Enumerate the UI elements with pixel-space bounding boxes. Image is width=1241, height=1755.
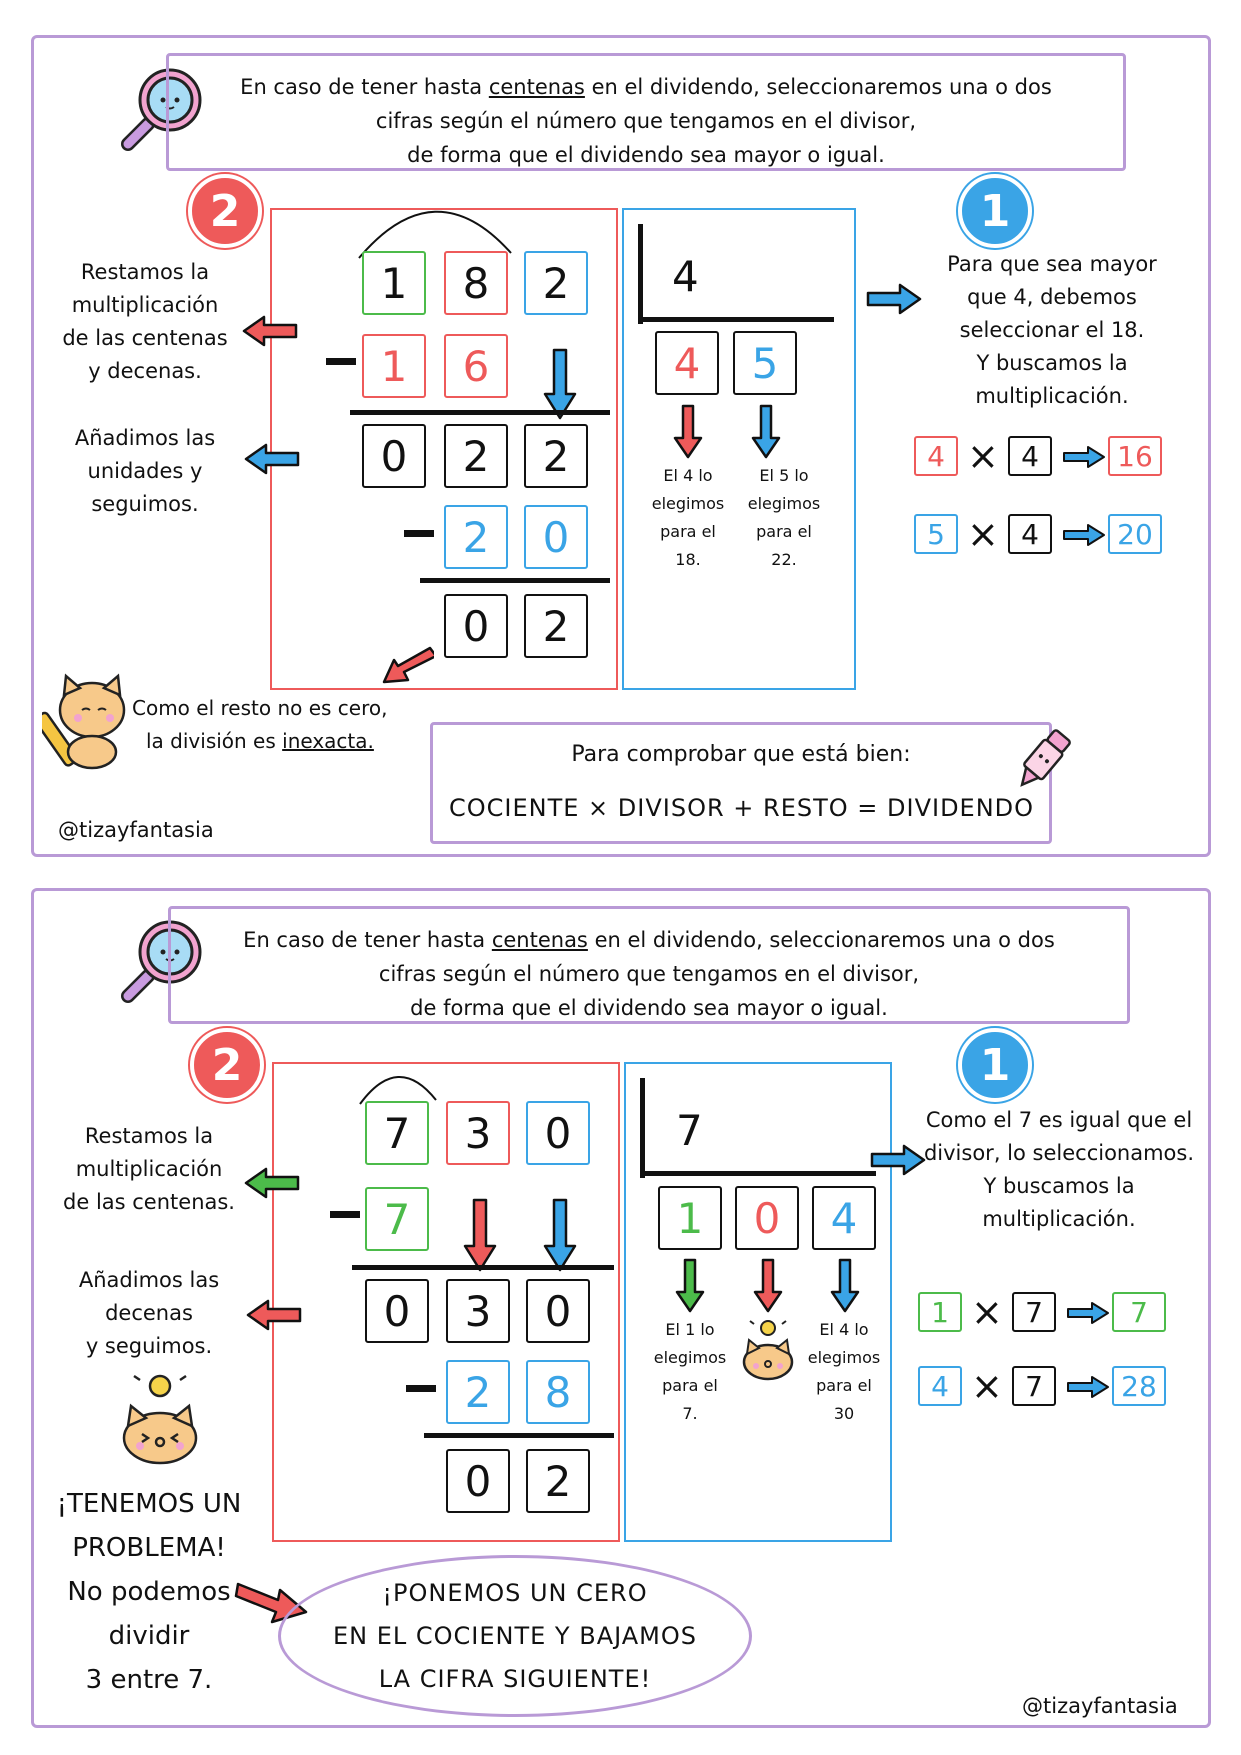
- step-1-badge: 1: [958, 1028, 1032, 1102]
- check-box: Para comprobar que está bien: COCIENTE × DIVISOR + RESTO = DIVIDENDO: [430, 722, 1052, 844]
- dividend-digit: 8: [444, 251, 508, 315]
- arrow-left-icon: [244, 442, 300, 476]
- mult-factor: 7: [1012, 1292, 1056, 1332]
- subtrahend-digit: 2: [446, 1360, 510, 1424]
- mult-factor: 7: [1012, 1366, 1056, 1406]
- cat-pencil-icon: [42, 670, 134, 770]
- mult-result: 28: [1112, 1366, 1166, 1406]
- quotient-note: El 1 lo elegimos para el 7.: [653, 1320, 727, 1423]
- problem-note: ¡TENEMOS UN PROBLEMA! No podemos dividir 3 entre 7.: [56, 1489, 242, 1695]
- intro-note: En caso de tener hasta centenas en el dividendo, seleccionaremos una o dos cifras según el número que tengamos en el divisor, de forma que el dividendo sea mayor o igual.: [166, 53, 1126, 171]
- remainder-digit: 2: [524, 594, 588, 658]
- minus-sign: [404, 530, 434, 537]
- subtrahend-digit: 1: [362, 334, 426, 398]
- dividend-digit: 2: [524, 251, 588, 315]
- division-line: [352, 1265, 614, 1270]
- step-1-badge: 1: [958, 174, 1032, 248]
- mult-factor: 5: [914, 514, 958, 554]
- mult-result: 20: [1108, 514, 1162, 554]
- arrow-left-icon: [242, 314, 298, 348]
- dividend-digit: 0: [526, 1101, 590, 1165]
- step-2-badge: 2: [190, 1028, 264, 1102]
- minus-sign: [330, 1211, 360, 1218]
- divisor-value: 7: [676, 1106, 703, 1155]
- left-note: Restamos la multiplicación de las centenas.: [63, 1124, 235, 1214]
- subtrahend-digit: 0: [524, 505, 588, 569]
- arrow-down-icon: [672, 404, 704, 460]
- divisor-bracket: [640, 1078, 645, 1178]
- cat-idea-icon: [118, 1372, 202, 1468]
- subtrahend-digit: 6: [444, 334, 508, 398]
- partial-digit: 0: [526, 1279, 590, 1343]
- right-note: Para que sea mayor que 4, debemos seleccionar el 18. Y buscamos la multiplicación.: [947, 252, 1157, 408]
- mult-result: 7: [1112, 1292, 1166, 1332]
- marker-icon: [1012, 728, 1072, 794]
- times-sign: ×: [967, 434, 999, 478]
- quotient-note: El 4 lo elegimos para el 18.: [651, 466, 725, 569]
- subtrahend-digit: 7: [365, 1187, 429, 1251]
- divisor-bracket: [638, 317, 834, 322]
- right-note: Como el 7 es igual que el divisor, lo seleccionamos. Y buscamos la multiplicación.: [923, 1108, 1195, 1231]
- division-line: [424, 1433, 614, 1438]
- minus-sign: [326, 358, 356, 365]
- left-note: Restamos la multiplicación de las centenas y decenas.: [62, 260, 228, 383]
- arrow-right-icon: [1066, 1374, 1110, 1400]
- arrow-left-icon: [244, 1166, 300, 1200]
- arrow-right-icon: [1066, 1300, 1110, 1326]
- times-sign: ×: [967, 512, 999, 556]
- step-2-badge: 2: [188, 174, 262, 248]
- intro-note: En caso de tener hasta centenas en el dividendo, seleccionaremos una o dos cifras según el número que tengamos en el divisor, de forma que el dividendo sea mayor o igual.: [168, 906, 1130, 1024]
- solution-bubble: ¡PONEMOS UN CERO EN EL COCIENTE Y BAJAMOS LA CIFRA SIGUIENTE!: [278, 1555, 752, 1717]
- partial-digit: 2: [444, 424, 508, 488]
- partial-digit: 0: [362, 424, 426, 488]
- arrow-right-icon: [1062, 522, 1106, 548]
- quotient-digit: 4: [655, 331, 719, 395]
- rest-note: Como el resto no es cero, la división es inexacta.: [132, 696, 388, 753]
- times-sign: ×: [971, 1290, 1003, 1334]
- subtrahend-digit: 8: [526, 1360, 590, 1424]
- arrow-down-left-icon: [382, 644, 434, 686]
- left-note: Añadimos las unidades y seguimos.: [74, 426, 216, 516]
- remainder-digit: 0: [446, 1449, 510, 1513]
- arrow-down-icon: [542, 1198, 578, 1274]
- divisor-bracket: [640, 1171, 876, 1176]
- arrow-down-icon: [752, 1258, 784, 1314]
- quotient-note: El 4 lo elegimos para el 30: [807, 1320, 881, 1423]
- mult-factor: 4: [1008, 514, 1052, 554]
- mult-factor: 1: [918, 1292, 962, 1332]
- quotient-note: El 5 lo elegimos para el 22.: [747, 466, 821, 569]
- arrow-right-icon: [1062, 444, 1106, 470]
- divisor-frame: [622, 208, 856, 690]
- author-handle: @tizayfantasia: [58, 818, 214, 842]
- partial-digit: 0: [365, 1279, 429, 1343]
- cat-idea-icon: [740, 1318, 796, 1382]
- quotient-digit: 0: [735, 1186, 799, 1250]
- arrow-down-icon: [829, 1258, 861, 1314]
- dividend-digit: 1: [362, 251, 426, 315]
- arrow-down-icon: [462, 1198, 498, 1274]
- arrow-down-icon: [674, 1258, 706, 1314]
- quotient-digit: 1: [658, 1186, 722, 1250]
- mult-factor: 4: [918, 1366, 962, 1406]
- partial-digit: 2: [524, 424, 588, 488]
- left-note: Añadimos las decenas y seguimos.: [78, 1268, 220, 1358]
- author-handle: @tizayfantasia: [1022, 1694, 1178, 1718]
- quotient-digit: 5: [733, 331, 797, 395]
- remainder-digit: 0: [444, 594, 508, 658]
- division-line: [350, 410, 610, 415]
- mult-factor: 4: [1008, 436, 1052, 476]
- arrow-left-icon: [246, 1298, 302, 1332]
- divisor-bracket: [638, 224, 643, 324]
- partial-digit: 3: [446, 1279, 510, 1343]
- dividend-digit: 3: [446, 1101, 510, 1165]
- division-line: [420, 578, 610, 583]
- remainder-digit: 2: [526, 1449, 590, 1513]
- subtrahend-digit: 2: [444, 505, 508, 569]
- divisor-value: 4: [672, 252, 699, 301]
- minus-sign: [406, 1385, 436, 1392]
- arrow-down-icon: [750, 404, 782, 460]
- quotient-digit: 4: [812, 1186, 876, 1250]
- mult-factor: 4: [914, 436, 958, 476]
- mult-result: 16: [1108, 436, 1162, 476]
- times-sign: ×: [971, 1364, 1003, 1408]
- dividend-digit: 7: [365, 1101, 429, 1165]
